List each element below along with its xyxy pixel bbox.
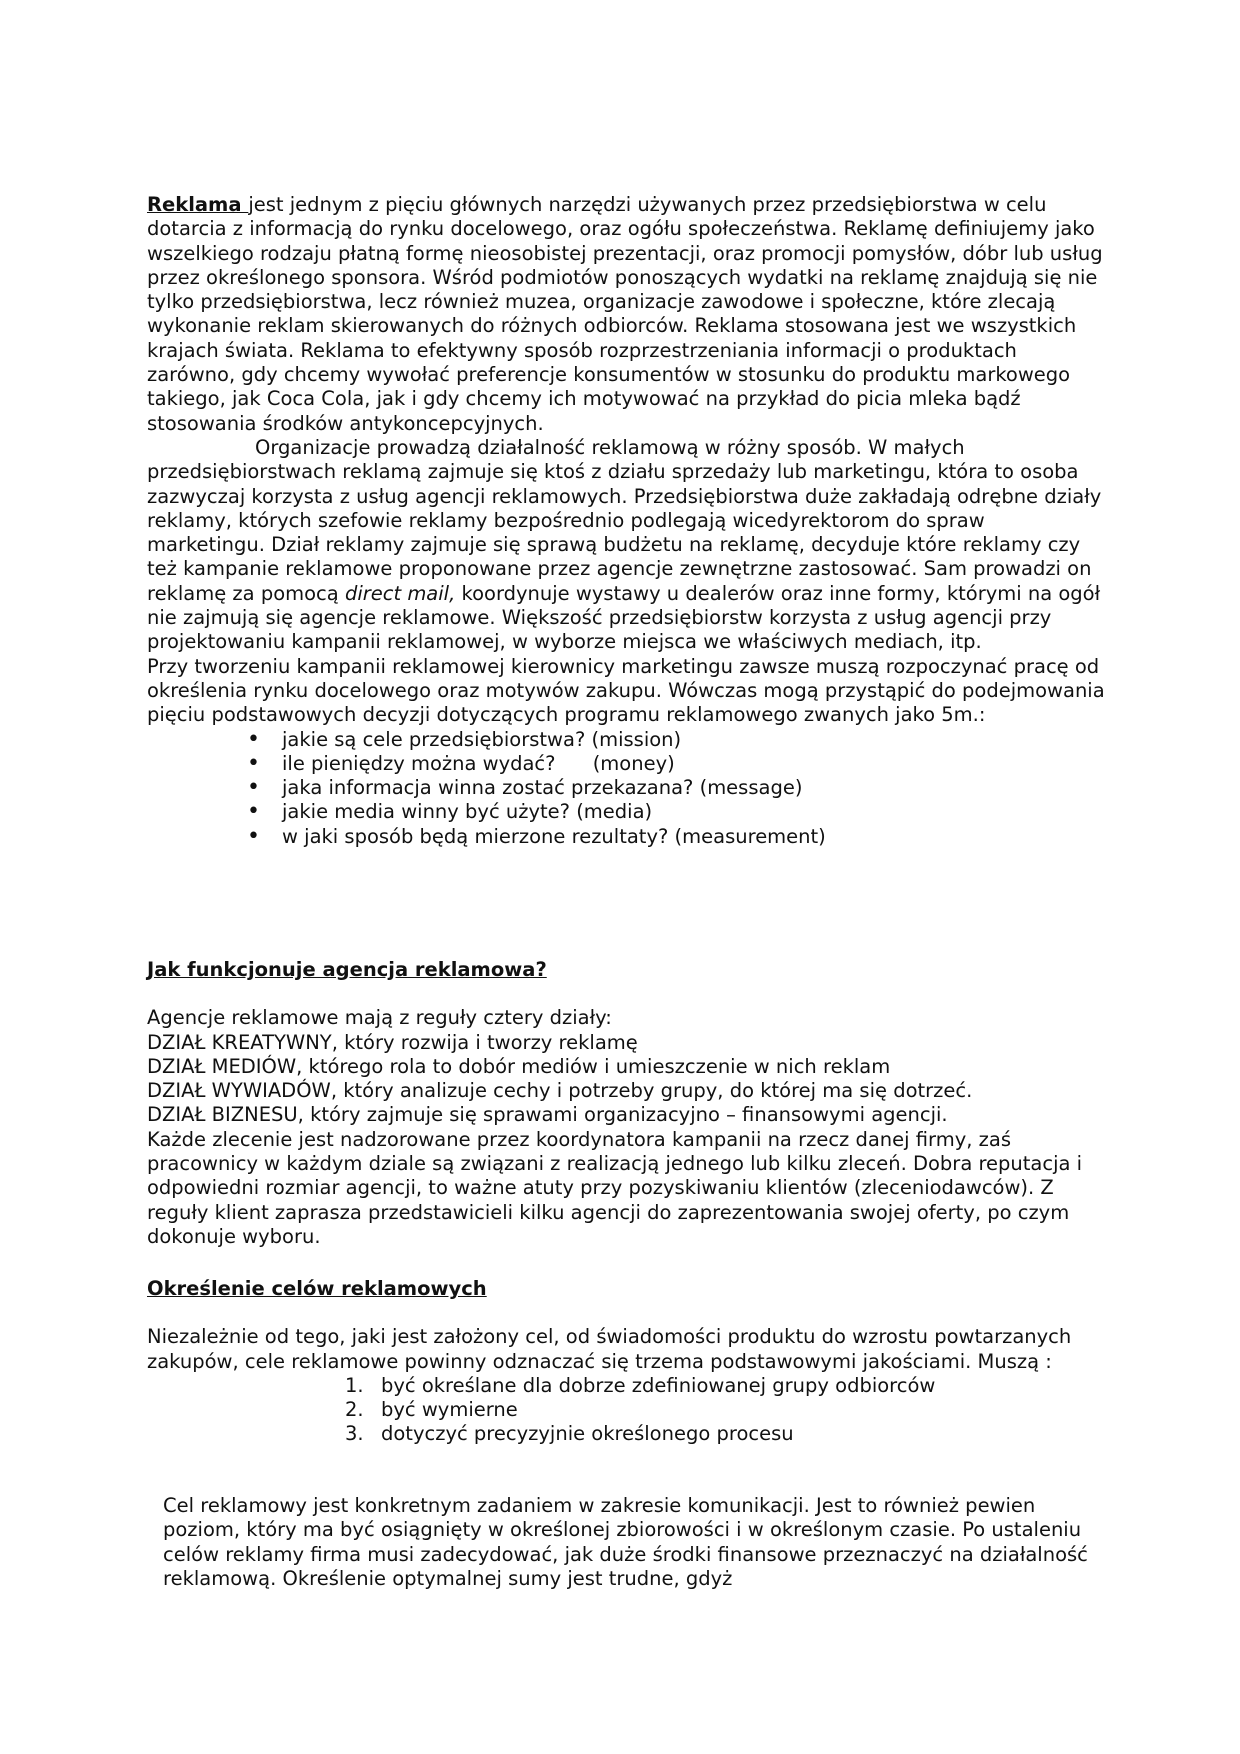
list-item: 1. być określane dla dobrze zdefiniowanej grupy odbiorców (345, 1373, 936, 1397)
agency-paragraph: Każde zlecenie jest nadzorowane przez koordynatora kampanii na rzecz danej firmy, zaś pracownicy w każdym dziale są związani z realizacją jednego lub kilku zleceń. Dobra reputacja i odpowiedni rozmiar agencji, to ważne atuty przy pozyskiwaniu klientów (zleceniodawców). Z reguły klient zaprasza przedstawicieli kilku agencji do zaprezentowania swojej oferty, po czym dokonuje wyboru. (147, 1127, 1083, 1248)
list-item: • ile pieniędzy można wydać? (money) (247, 752, 1107, 776)
intro-text: jest jednym z pięciu głównych narzędzi używanych przez przedsiębiorstwa w celu dotarcia z informacją do rynku docelowego, oraz ogółu społeczeństwa. Reklamę definiujemy jako wszelkiego rodzaju płatną formę nieosobistej prezentacji, oraz promocji pomysłów, dóbr lub usług przez określonego sponsora. Wśród podmiotów ponoszących wydatki na reklamę znajdują się nie tylko przedsiębiorstwa, lecz również muzea, organizacje zawodowe i społeczne, które zlecają wykonanie reklam skierowanych do różnych odbiorców. Reklama stosowana jest we wszystkich krajach świata. Reklama to efektywny sposób rozprzestrzeniania informacji o produktach zarówno, gdy chcemy wywołać preferencje konsumentów w stosunku do produktu markowego takiego, jak Coca Cola, jak i gdy chcemy ich motywować na przykład do picia mleka bądź stosowania środków antykoncepcyjnych. (147, 193, 1103, 435)
agency-line: DZIAŁ KREATYWNY, który rozwija i tworzy reklamę (147, 1030, 638, 1054)
direct-mail-term: direct mail, (344, 581, 456, 605)
organization-paragraph: Organizacje prowadzą działalność reklamową w różny sposób. W małych przedsiębiorstwach reklamą zajmuje się ktoś z działu sprzedaży lub marketingu, która to osoba zazwyczaj korzysta z usług agencji reklamowych. Przedsiębiorstwa duże zakładają odrębne działy reklamy, których szefowie reklamy bezpośrednio podlegają wicedyrektorom do spraw marketingu. Dział reklamy zajmuje się sprawą budżetu na reklamę, decyduje które reklamy czy też kampanie reklamowe proponowane przez agencje zewnętrzne zastosować. Sam prowadzi on reklamę za pomocą direct mail, koordynuje wystawy u dealerów oraz inne formy, którymi na ogół nie zajmują się agencje reklamowe. Większość przedsiębiorstw korzysta z usług agencji przy projektowaniu kampanii reklamowej, w wyborze miejsca we właściwych mediach, itp. (147, 435, 1102, 654)
intro-paragraph (147, 193, 1107, 436)
goal-definition-paragraph: Cel reklamowy jest konkretnym zadaniem w zakresie komunikacji. Jest to również pewien poziom, który ma być osiągnięty w określonej zbiorowości i w określonym czasie. Po ustaleniu celów reklamy firma musi zadecydować, jak duże środki finansowe przeznaczyć na działalność reklamową. Określenie optymalnej sumy jest trudne, gdyż (163, 1494, 1088, 1590)
list-item: • jaka informacja winna zostać przekazana? (message) (247, 776, 1107, 800)
agency-line: DZIAŁ WYWIADÓW, który analizuje cechy i potrzeby grupy, do której ma się dotrzeć. (147, 1079, 973, 1103)
agency-line: DZIAŁ BIZNESU, który zajmuje się sprawami organizacyjno – finansowymi agencji. (147, 1103, 948, 1127)
list-item: 2. być wymierne (345, 1398, 518, 1422)
agency-heading: Jak funkcjonuje agencja reklamowa? (147, 958, 547, 981)
goals-list (147, 1374, 1107, 1447)
section-goals (147, 1277, 1107, 1447)
goals-heading: Określenie celów reklamowych (147, 1277, 487, 1300)
agency-line: Agencje reklamowe mają z reguły cztery działy: (147, 1006, 612, 1030)
list-item: 3. dotyczyć precyzyjnie określonego procesu (345, 1422, 794, 1446)
section-goal-definition (163, 1494, 1103, 1591)
five-m-list (147, 728, 1107, 849)
section-agency (147, 958, 1107, 1249)
agency-line: DZIAŁ MEDIÓW, którego rola to dobór mediów i umieszczenie w nich reklam (147, 1054, 891, 1078)
list-item: • w jaki sposób będą mierzone rezultaty? (measurement) (247, 825, 1107, 849)
reklama-keyword: Reklama (147, 193, 249, 216)
goals-paragraph: Niezależnie od tego, jaki jest założony cel, od świadomości produktu do wzrostu powtarzanych zakupów, cele reklamowe powinny odznaczać się trzema podstawowymi jakościami. Muszą : (147, 1325, 1072, 1373)
list-item: • jakie media winny być użyte? (media) (247, 800, 1107, 824)
section-reklama (147, 193, 1107, 849)
list-item: • jakie są cele przedsiębiorstwa? (mission) (247, 728, 1107, 752)
campaign-paragraph: Przy tworzeniu kampanii reklamowej kierownicy marketingu zawsze muszą rozpoczynać pracę od określenia rynku docelowego oraz motywów zakupu. Wówczas mogą przystąpić do podejmowania pięciu podstawowych decyzji dotyczących programu reklamowego zwanych jako 5m.: (147, 654, 1105, 727)
